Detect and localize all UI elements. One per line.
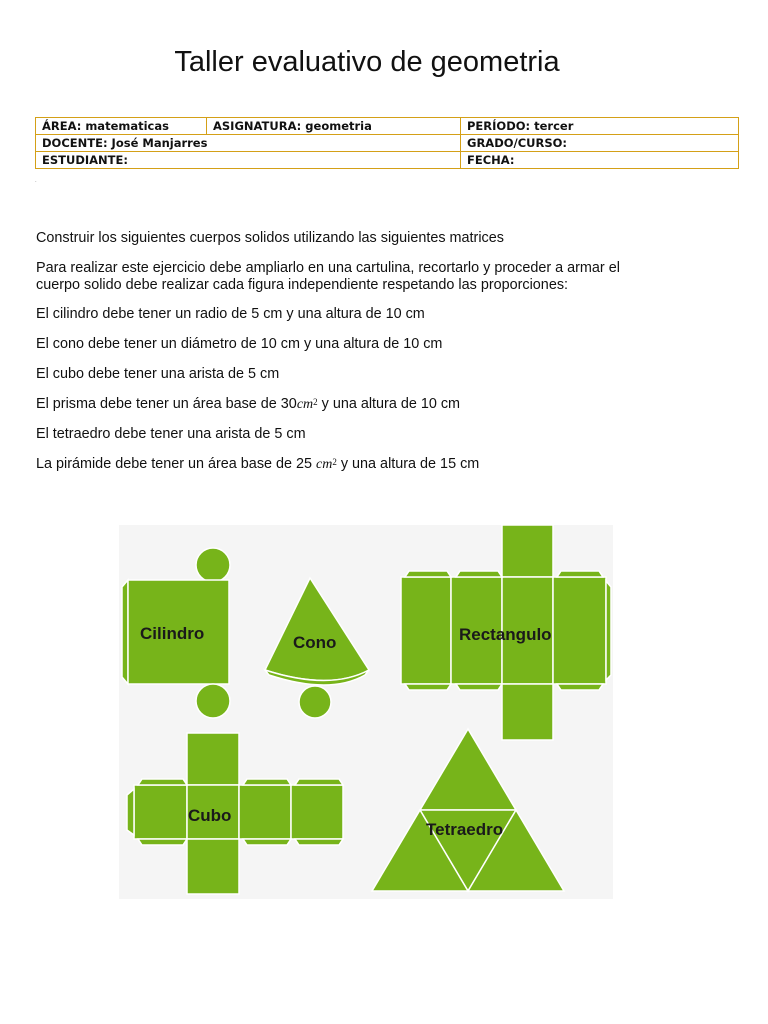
prisma-text-end: y una altura de 10 cm [317, 396, 461, 412]
grado-cell: GRADO/CURSO: [461, 135, 739, 152]
piramide-requirement [36, 456, 676, 473]
tetraedro-requirement: El tetraedro debe tener una arista de 5 cm [36, 426, 306, 442]
cubo-label: Cubo [188, 806, 232, 825]
cono-requirement: El cono debe tener un diámetro de 10 cm y una altura de 10 cm [36, 336, 443, 352]
prisma-text: El prisma debe tener un área base de 30 [36, 396, 297, 412]
instructions [36, 230, 676, 486]
cilindro-label: Cilindro [140, 624, 205, 643]
solid-nets-figure [119, 525, 613, 899]
estudiante-cell: ESTUDIANTE: [36, 152, 461, 169]
document-title: Taller evaluativo de geometria [174, 46, 560, 78]
cubo-net [127, 733, 343, 894]
stray-mark: . [35, 178, 37, 184]
prisma-requirement [36, 396, 676, 413]
area-cell: ÁREA: matematicas [36, 118, 207, 135]
piramide-text: La pirámide debe tener un área base de 25 [36, 456, 317, 472]
asignatura-cell: ASIGNATURA: geometria [207, 118, 461, 135]
periodo-cell: PERÍODO: tercer [461, 118, 739, 135]
tetraedro-net [372, 729, 564, 897]
tetraedro-label: Tetraedro [426, 820, 504, 839]
procedure-paragraph [36, 260, 676, 294]
rectangulo-label: Rectangulo [459, 625, 552, 644]
info-row-3 [36, 152, 739, 169]
info-row-2 [36, 135, 739, 152]
cubo-requirement: El cubo debe tener una arista de 5 cm [36, 366, 280, 382]
info-row-1 [36, 118, 739, 135]
prisma-unit: $cm^2$ [296, 397, 318, 412]
docente-cell: DOCENTE: José Manjarres [36, 135, 461, 152]
info-table [35, 117, 739, 169]
piramide-text-end: y una altura de 15 cm [336, 456, 480, 472]
cilindro-requirement: El cilindro debe tener un radio de 5 cm y una altura de 10 cm [36, 306, 425, 322]
intro-paragraph: Construir los siguientes cuerpos solidos utilizando las siguientes matrices [36, 230, 504, 246]
procedure-line-1: Para realizar este ejercicio debe ampliarlo en una cartulina, recortarlo y proceder a armar el [36, 260, 620, 276]
piramide-unit: $cm^2$ [316, 457, 337, 472]
procedure-line-2: cuerpo solido debe realizar cada figura independiente respetando las proporciones: [36, 277, 569, 293]
fecha-cell: FECHA: [461, 152, 739, 169]
cono-label: Cono [293, 633, 337, 652]
